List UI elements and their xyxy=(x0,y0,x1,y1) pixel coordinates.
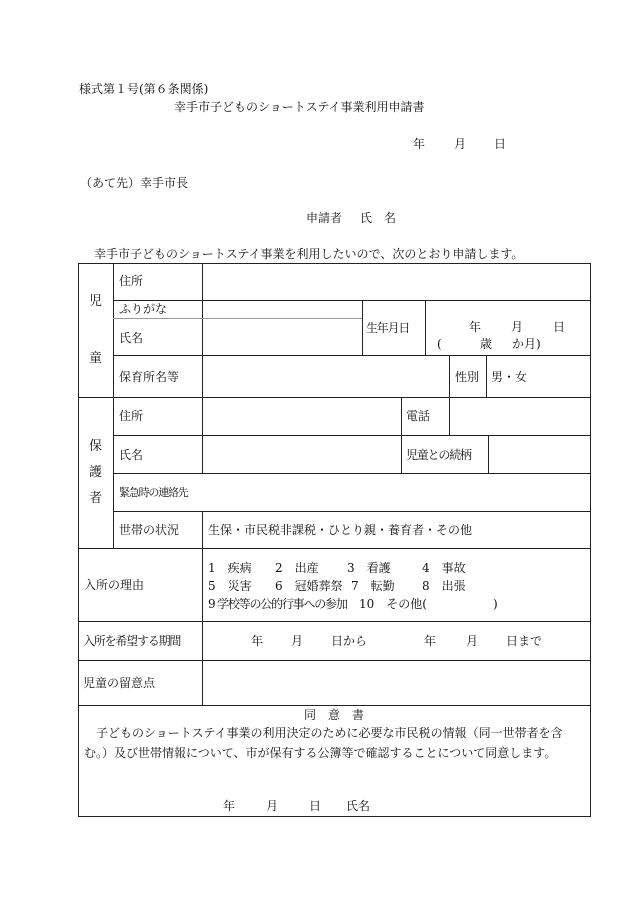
addressee: （あて先）幸手市長 xyxy=(80,176,189,190)
household-label: 世帯の状況 xyxy=(119,523,180,537)
consent-date-day: 日 xyxy=(309,799,322,813)
child-sex-options: 男・女 xyxy=(491,370,528,384)
guardian-phone-label: 電話 xyxy=(406,409,431,423)
child-nursery-label: 保育所名等 xyxy=(119,370,180,384)
reason-7: 7 転勤 xyxy=(351,579,395,593)
guardian-address-label: 住所 xyxy=(119,409,144,423)
intro-text: 幸手市子どものショートステイ事業を利用したいので、次のとおり申請します。 xyxy=(94,247,524,261)
age-months: か月) xyxy=(512,337,541,351)
child-birthdate-label: 生年月日 xyxy=(366,321,410,335)
period-from-month: 月 xyxy=(291,634,304,648)
reason-3: 3 看護 xyxy=(347,561,391,575)
period-label: 入所を希望する期間 xyxy=(83,634,181,648)
guardian-relation-label: 児童との続柄 xyxy=(406,448,471,462)
consent-date-month: 月 xyxy=(266,799,279,813)
child-section-char-1: 児 xyxy=(89,294,103,309)
birth-month: 月 xyxy=(511,320,524,334)
child-section-char-2: 童 xyxy=(89,351,103,366)
period-to-month: 月 xyxy=(466,634,479,648)
period-to-year: 年 xyxy=(424,634,437,648)
period-to-day: 日まで xyxy=(506,634,543,648)
applicant-label: 申請者 xyxy=(306,211,343,225)
header-date-day: 日 xyxy=(494,137,507,151)
household-options: 生保・市民税非課税・ひとり親・養育者・その他 xyxy=(208,523,473,537)
consent-title: 同 意 書 xyxy=(304,708,365,722)
birth-year: 年 xyxy=(469,320,482,334)
period-from-year: 年 xyxy=(251,634,264,648)
consent-body: 子どものショートステイ事業の利用決定のために必要な市民税の情報（同一世帯者を含む。）及び世帯情報について、市が保有する公簿等で確認することについて同意します。 xyxy=(84,726,563,760)
guardian-emergency-label: 緊急時の連絡先 xyxy=(119,486,188,499)
age-years: 歳 xyxy=(480,337,493,351)
child-address-label: 住所 xyxy=(119,274,144,288)
guardian-section-char-1: 保 xyxy=(89,439,103,454)
reason-6: 6 冠婚葬祭 xyxy=(275,579,343,593)
header-date-month: 月 xyxy=(454,137,467,151)
guardian-name-label: 氏名 xyxy=(119,448,144,462)
guardian-section-char-2: 護 xyxy=(89,465,103,480)
reason-10-close: ) xyxy=(493,597,498,611)
child-name-label: 氏名 xyxy=(119,331,144,345)
reason-8: 8 出張 xyxy=(422,579,466,593)
applicant-name-label: 氏 名 xyxy=(360,211,397,225)
reasons-label: 入所の理由 xyxy=(84,578,145,592)
consent-date-year: 年 xyxy=(223,799,236,813)
reason-2: 2 出産 xyxy=(275,561,319,575)
period-from-day: 日から xyxy=(331,634,368,648)
notes-label: 児童の留意点 xyxy=(83,676,156,690)
form-title: 幸手市子どものショートステイ事業利用申請書 xyxy=(174,100,425,114)
reason-4: 4 事故 xyxy=(422,561,466,575)
age-open-paren: ( xyxy=(437,337,442,351)
reason-1: 1 疾病 xyxy=(208,561,252,575)
form-number: 様式第１号(第６条関係) xyxy=(79,82,209,96)
child-sex-label: 性別 xyxy=(455,370,480,384)
child-furigana-label: ふりがな xyxy=(119,302,168,316)
reason-5: 5 災害 xyxy=(208,579,252,593)
consent-name-label: 氏名 xyxy=(346,799,371,813)
reason-10: 10 その他( xyxy=(359,597,427,611)
guardian-section-char-3: 者 xyxy=(89,491,103,506)
reason-9: 9 学校等の公的行事への参加 xyxy=(208,597,347,611)
header-date-year: 年 xyxy=(413,137,426,151)
birth-day: 日 xyxy=(553,320,566,334)
